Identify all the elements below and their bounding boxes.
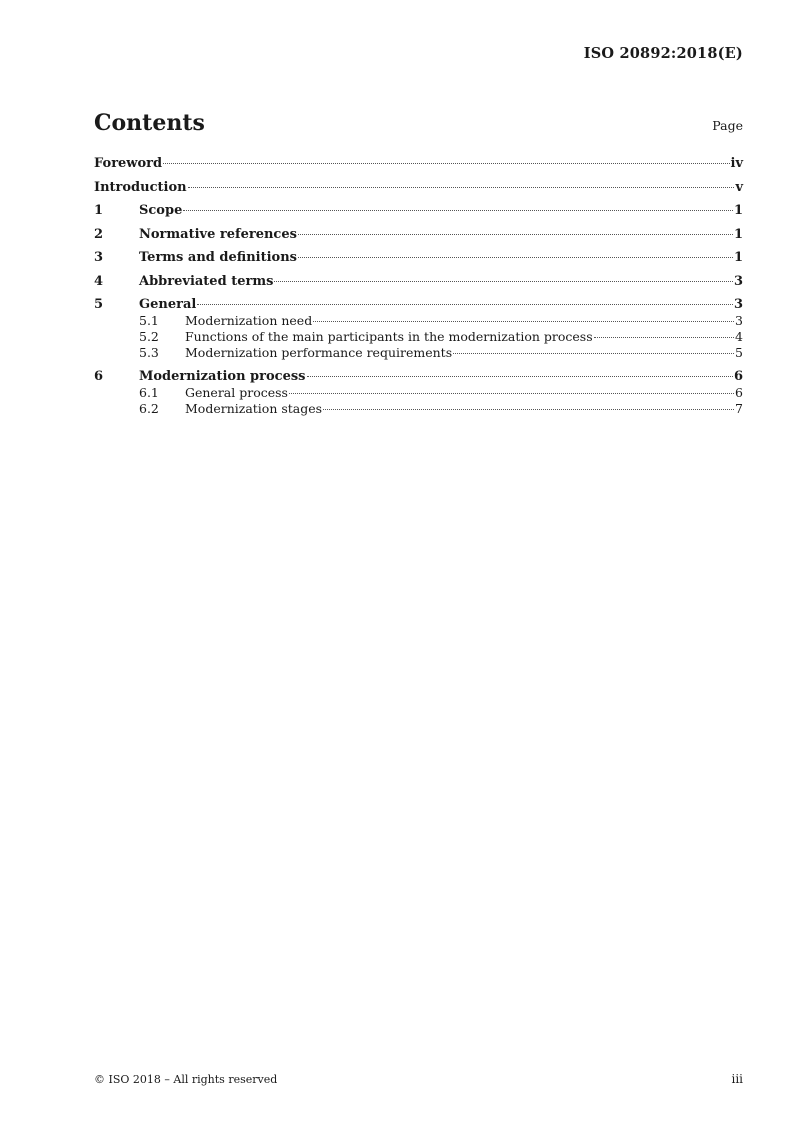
toc-section-number: 1	[94, 203, 104, 218]
toc-subsection-number: 5.1	[139, 313, 159, 328]
toc-page-number: 6	[735, 384, 743, 400]
contents-heading: Contents	[94, 110, 205, 136]
toc-title: Modernization stages	[185, 400, 323, 416]
toc-title: Modernization performance requirements	[185, 345, 453, 360]
toc-title: General process	[185, 384, 288, 400]
toc-page-number: 3	[733, 297, 743, 312]
toc-title: Modernization need	[185, 313, 313, 328]
copyright-notice: © ISO 2018 – All rights reserved	[94, 1073, 278, 1086]
toc-section-number: 6	[94, 368, 104, 384]
toc-title: Modernization process	[139, 368, 306, 384]
toc-entry-general[interactable]	[94, 297, 743, 313]
toc-title: Normative references	[139, 226, 297, 242]
toc-section-number: 4	[94, 273, 104, 289]
toc-leader-dots	[453, 353, 734, 354]
toc-subsection-number: 6.1	[139, 384, 159, 400]
footer-page-number: iii	[731, 1072, 743, 1086]
toc-leader-dots	[298, 257, 733, 258]
page-column-label: Page	[712, 118, 743, 133]
toc-section-number: 3	[94, 250, 104, 265]
toc-page-number: 5	[735, 345, 743, 360]
toc-title: Terms and definitions	[139, 250, 297, 265]
toc-page-number: 1	[733, 203, 743, 218]
toc-title: Foreword	[94, 156, 163, 171]
toc-leader-dots	[298, 234, 733, 235]
toc-title: Scope	[139, 203, 183, 218]
toc-leader-dots	[313, 321, 734, 322]
toc-page-number: v	[735, 179, 743, 195]
toc-subsection-number: 5.2	[139, 329, 159, 344]
toc-entry-abbreviated-terms[interactable]	[94, 274, 743, 290]
toc-leader-dots	[197, 304, 733, 305]
toc-entry-modernization-stages[interactable]	[94, 401, 743, 417]
toc-page-number: 7	[735, 400, 743, 416]
toc-entry-modernization-need[interactable]	[94, 313, 743, 329]
toc-page-number: 1	[733, 250, 743, 265]
toc-leader-dots	[307, 376, 733, 377]
toc-subsection-number: 5.3	[139, 345, 159, 360]
toc-subsection-number: 6.2	[139, 400, 159, 416]
toc-entry-scope[interactable]	[94, 203, 743, 219]
toc-leader-dots	[274, 281, 733, 282]
toc-leader-dots	[163, 163, 729, 164]
toc-section-number: 5	[94, 297, 104, 312]
toc-leader-dots	[594, 337, 734, 338]
toc-entry-modernization-process[interactable]	[94, 369, 743, 385]
toc-entry-general-process[interactable]	[94, 385, 743, 401]
toc-entry-modernization-performance-requirements[interactable]	[94, 345, 743, 361]
toc-page-number: 3	[735, 313, 743, 328]
toc-page-number: 1	[733, 226, 743, 242]
table-of-contents	[94, 156, 743, 424]
toc-title: General	[139, 297, 197, 312]
toc-leader-dots	[183, 210, 733, 211]
toc-entry-normative-references[interactable]	[94, 227, 743, 243]
toc-leader-dots	[289, 393, 734, 394]
toc-page-number: 4	[735, 329, 743, 344]
toc-section-number: 2	[94, 226, 104, 242]
toc-page-number: 6	[733, 368, 743, 384]
toc-title: Functions of the main participants in the modernization process	[185, 329, 593, 344]
toc-title: Introduction	[94, 179, 187, 195]
toc-entry-functions-of-main-participants[interactable]	[94, 329, 743, 345]
toc-leader-dots	[323, 409, 734, 410]
toc-entry-terms-and-definitions[interactable]	[94, 250, 743, 266]
document-id: ISO 20892:2018(E)	[583, 45, 743, 62]
toc-page-number: 3	[733, 273, 743, 289]
toc-entry-introduction[interactable]	[94, 180, 743, 196]
toc-leader-dots	[188, 187, 735, 188]
toc-title: Abbreviated terms	[139, 273, 274, 289]
toc-page-number: iv	[730, 156, 743, 171]
toc-entry-foreword[interactable]	[94, 156, 743, 172]
